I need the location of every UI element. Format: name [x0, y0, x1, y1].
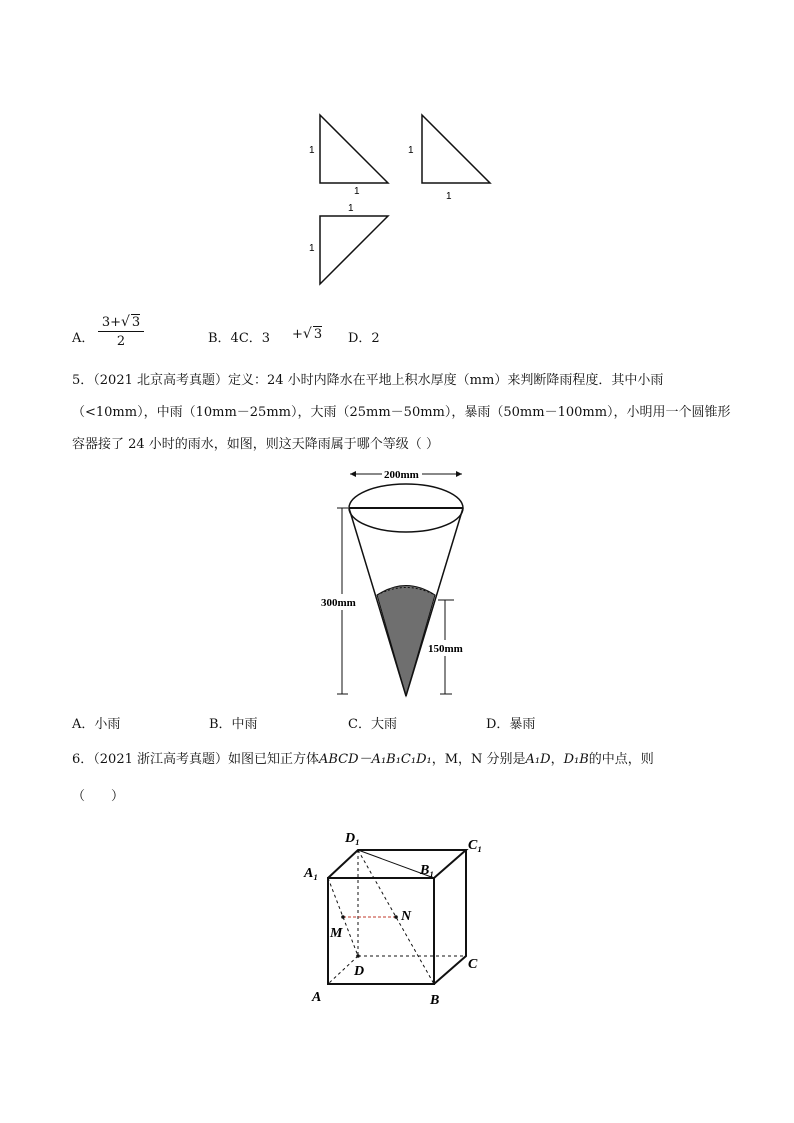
sqrt-icon: √	[120, 314, 130, 330]
side-view-left-label: 1	[408, 145, 414, 156]
option-a-radicand: 3	[131, 315, 141, 330]
q5-line-2: （<10mm），中雨（10mm－25mm），大雨（25mm－50mm），暴雨（50mm－100mm），小明用一个圆锥形	[72, 405, 731, 420]
cube-figure	[300, 822, 500, 1012]
option-b-label: B．4C．3	[208, 331, 271, 346]
q5-option-c: C．大雨	[348, 717, 397, 732]
option-c-rest	[292, 326, 322, 342]
top-view-top-label: 1	[348, 203, 354, 214]
q6-line-1	[72, 751, 654, 769]
three-view-diagram	[300, 105, 510, 295]
label-m: M	[330, 926, 343, 941]
label-a1: A₁	[304, 866, 319, 881]
diameter-label: 200mm	[384, 469, 419, 481]
water-height-label: 150mm	[428, 643, 463, 655]
option-a-denominator: 2	[116, 334, 126, 349]
q5-option-a: A．小雨	[72, 717, 121, 732]
height-label: 300mm	[321, 597, 356, 609]
front-view-left-label: 1	[309, 145, 315, 156]
q6-segment-1: A₁D	[525, 752, 551, 767]
top-view-triangle	[320, 216, 388, 284]
label-d1: D₁	[345, 831, 360, 846]
option-a-label: A．	[72, 331, 95, 346]
q6-suffix: 的中点，则	[588, 752, 654, 767]
q4-options	[72, 314, 492, 358]
cone-figure	[310, 462, 480, 702]
front-view-triangle	[320, 115, 388, 183]
top-view-left-label: 1	[309, 243, 315, 254]
front-view-bottom-label: 1	[354, 186, 360, 197]
q6-segment-2: D₁B	[563, 752, 589, 767]
q5-option-b: B．中雨	[209, 717, 258, 732]
q5-option-d: D．暴雨	[486, 717, 536, 732]
option-a-fraction	[98, 314, 144, 349]
option-c-plus: +	[292, 327, 303, 342]
side-view-triangle	[422, 115, 490, 183]
option-c-radicand: 3	[313, 327, 323, 342]
sqrt-icon: √	[302, 326, 312, 342]
option-a-numerator: 3+	[101, 315, 121, 330]
q6-cube-expr: ABCD－A₁B₁C₁D₁	[319, 752, 432, 767]
label-c: C	[468, 957, 478, 972]
label-n: N	[401, 909, 412, 924]
option-d-label: D．2	[348, 331, 380, 346]
label-d: D	[354, 964, 365, 979]
label-b: B	[430, 993, 440, 1008]
q6-prefix: 6．（2021 浙江高考真题）如图已知正方体	[72, 752, 319, 767]
label-a: A	[312, 990, 322, 1005]
q6-paren: （ ）	[72, 789, 125, 804]
side-view-bottom-label: 1	[446, 191, 452, 202]
q5-line-3: 容器接了 24 小时的雨水，如图，则这天降雨属于哪个等级（ ）	[72, 437, 439, 452]
q6-sep: ，	[550, 752, 564, 767]
label-b1: B₁	[420, 863, 435, 878]
q5-line-1: 5．（2021 北京高考真题）定义：24 小时内降水在平地上积水厚度（mm）来判断降雨程度．其中小雨	[72, 373, 664, 388]
q6-mid: ，M，N 分别是	[431, 752, 526, 767]
label-c1: C₁	[468, 838, 483, 853]
